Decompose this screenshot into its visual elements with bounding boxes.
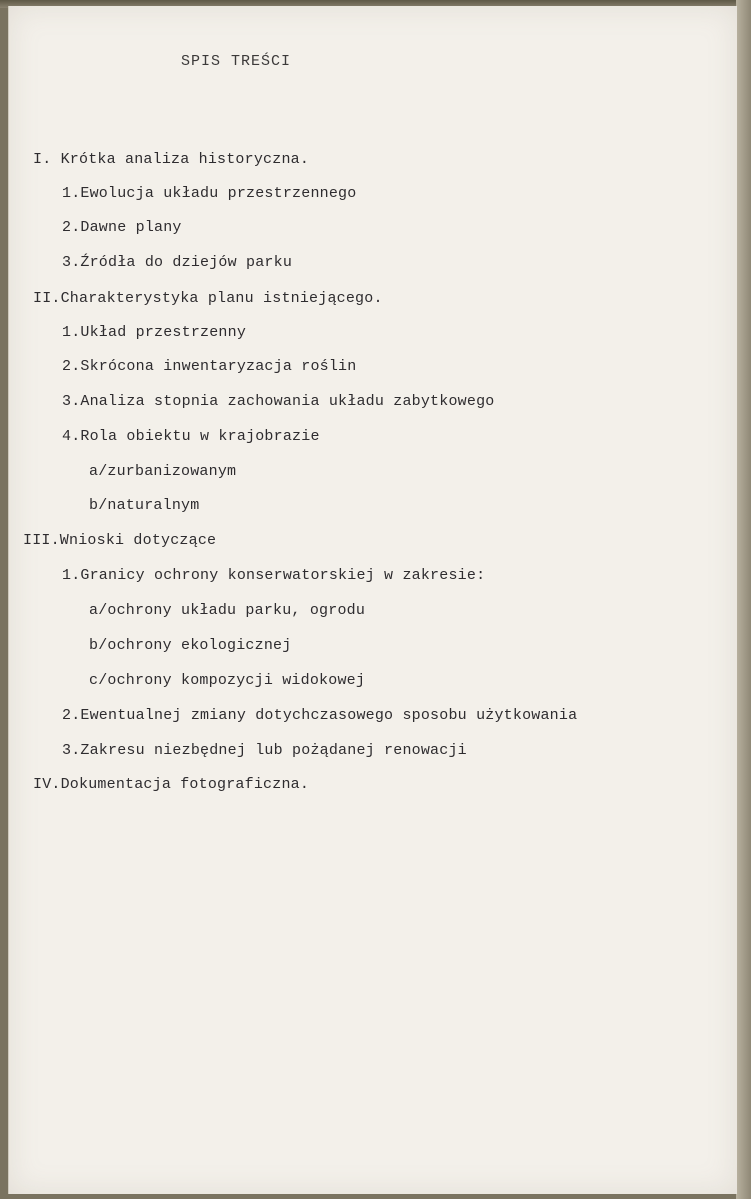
toc-section-4: IV.Dokumentacja fotograficzna. xyxy=(33,776,310,793)
page-title: SPIS TREŚCI xyxy=(181,53,292,70)
toc-subitem-2-4-b: b/naturalnym xyxy=(89,497,200,514)
toc-item-2-4: 4.Rola obiektu w krajobrazie xyxy=(62,428,320,445)
toc-item-1-1: 1.Ewolucja układu przestrzennego xyxy=(62,185,357,202)
toc-subitem-2-4-a: a/zurbanizowanym xyxy=(89,463,237,480)
toc-item-2-1: 1.Układ przestrzenny xyxy=(62,324,247,341)
document-page xyxy=(8,6,737,1194)
toc-item-3-1: 1.Granicy ochrony konserwatorskiej w zakresie: xyxy=(62,567,486,584)
toc-section-3: III.Wnioski dotyczące xyxy=(23,532,217,549)
toc-section-2: II.Charakterystyka planu istniejącego. xyxy=(33,290,383,307)
toc-item-3-3: 3.Zakresu niezbędnej lub pożądanej renowacji xyxy=(62,742,467,759)
toc-subitem-3-1-b: b/ochrony ekologicznej xyxy=(89,637,292,654)
binder-right-edge xyxy=(736,0,751,1199)
toc-item-1-2: 2.Dawne plany xyxy=(62,219,182,236)
toc-subitem-3-1-a: a/ochrony układu parku, ogrodu xyxy=(89,602,366,619)
toc-item-1-3: 3.Źródła do dziejów parku xyxy=(62,254,293,271)
toc-item-3-2: 2.Ewentualnej zmiany dotychczasowego sposobu użytkowania xyxy=(62,707,578,724)
toc-item-2-3: 3.Analiza stopnia zachowania układu zabytkowego xyxy=(62,393,495,410)
toc-subitem-3-1-c: c/ochrony kompozycji widokowej xyxy=(89,672,366,689)
toc-section-1: I. Krótka analiza historyczna. xyxy=(33,151,310,168)
toc-item-2-2: 2.Skrócona inwentaryzacja roślin xyxy=(62,358,357,375)
